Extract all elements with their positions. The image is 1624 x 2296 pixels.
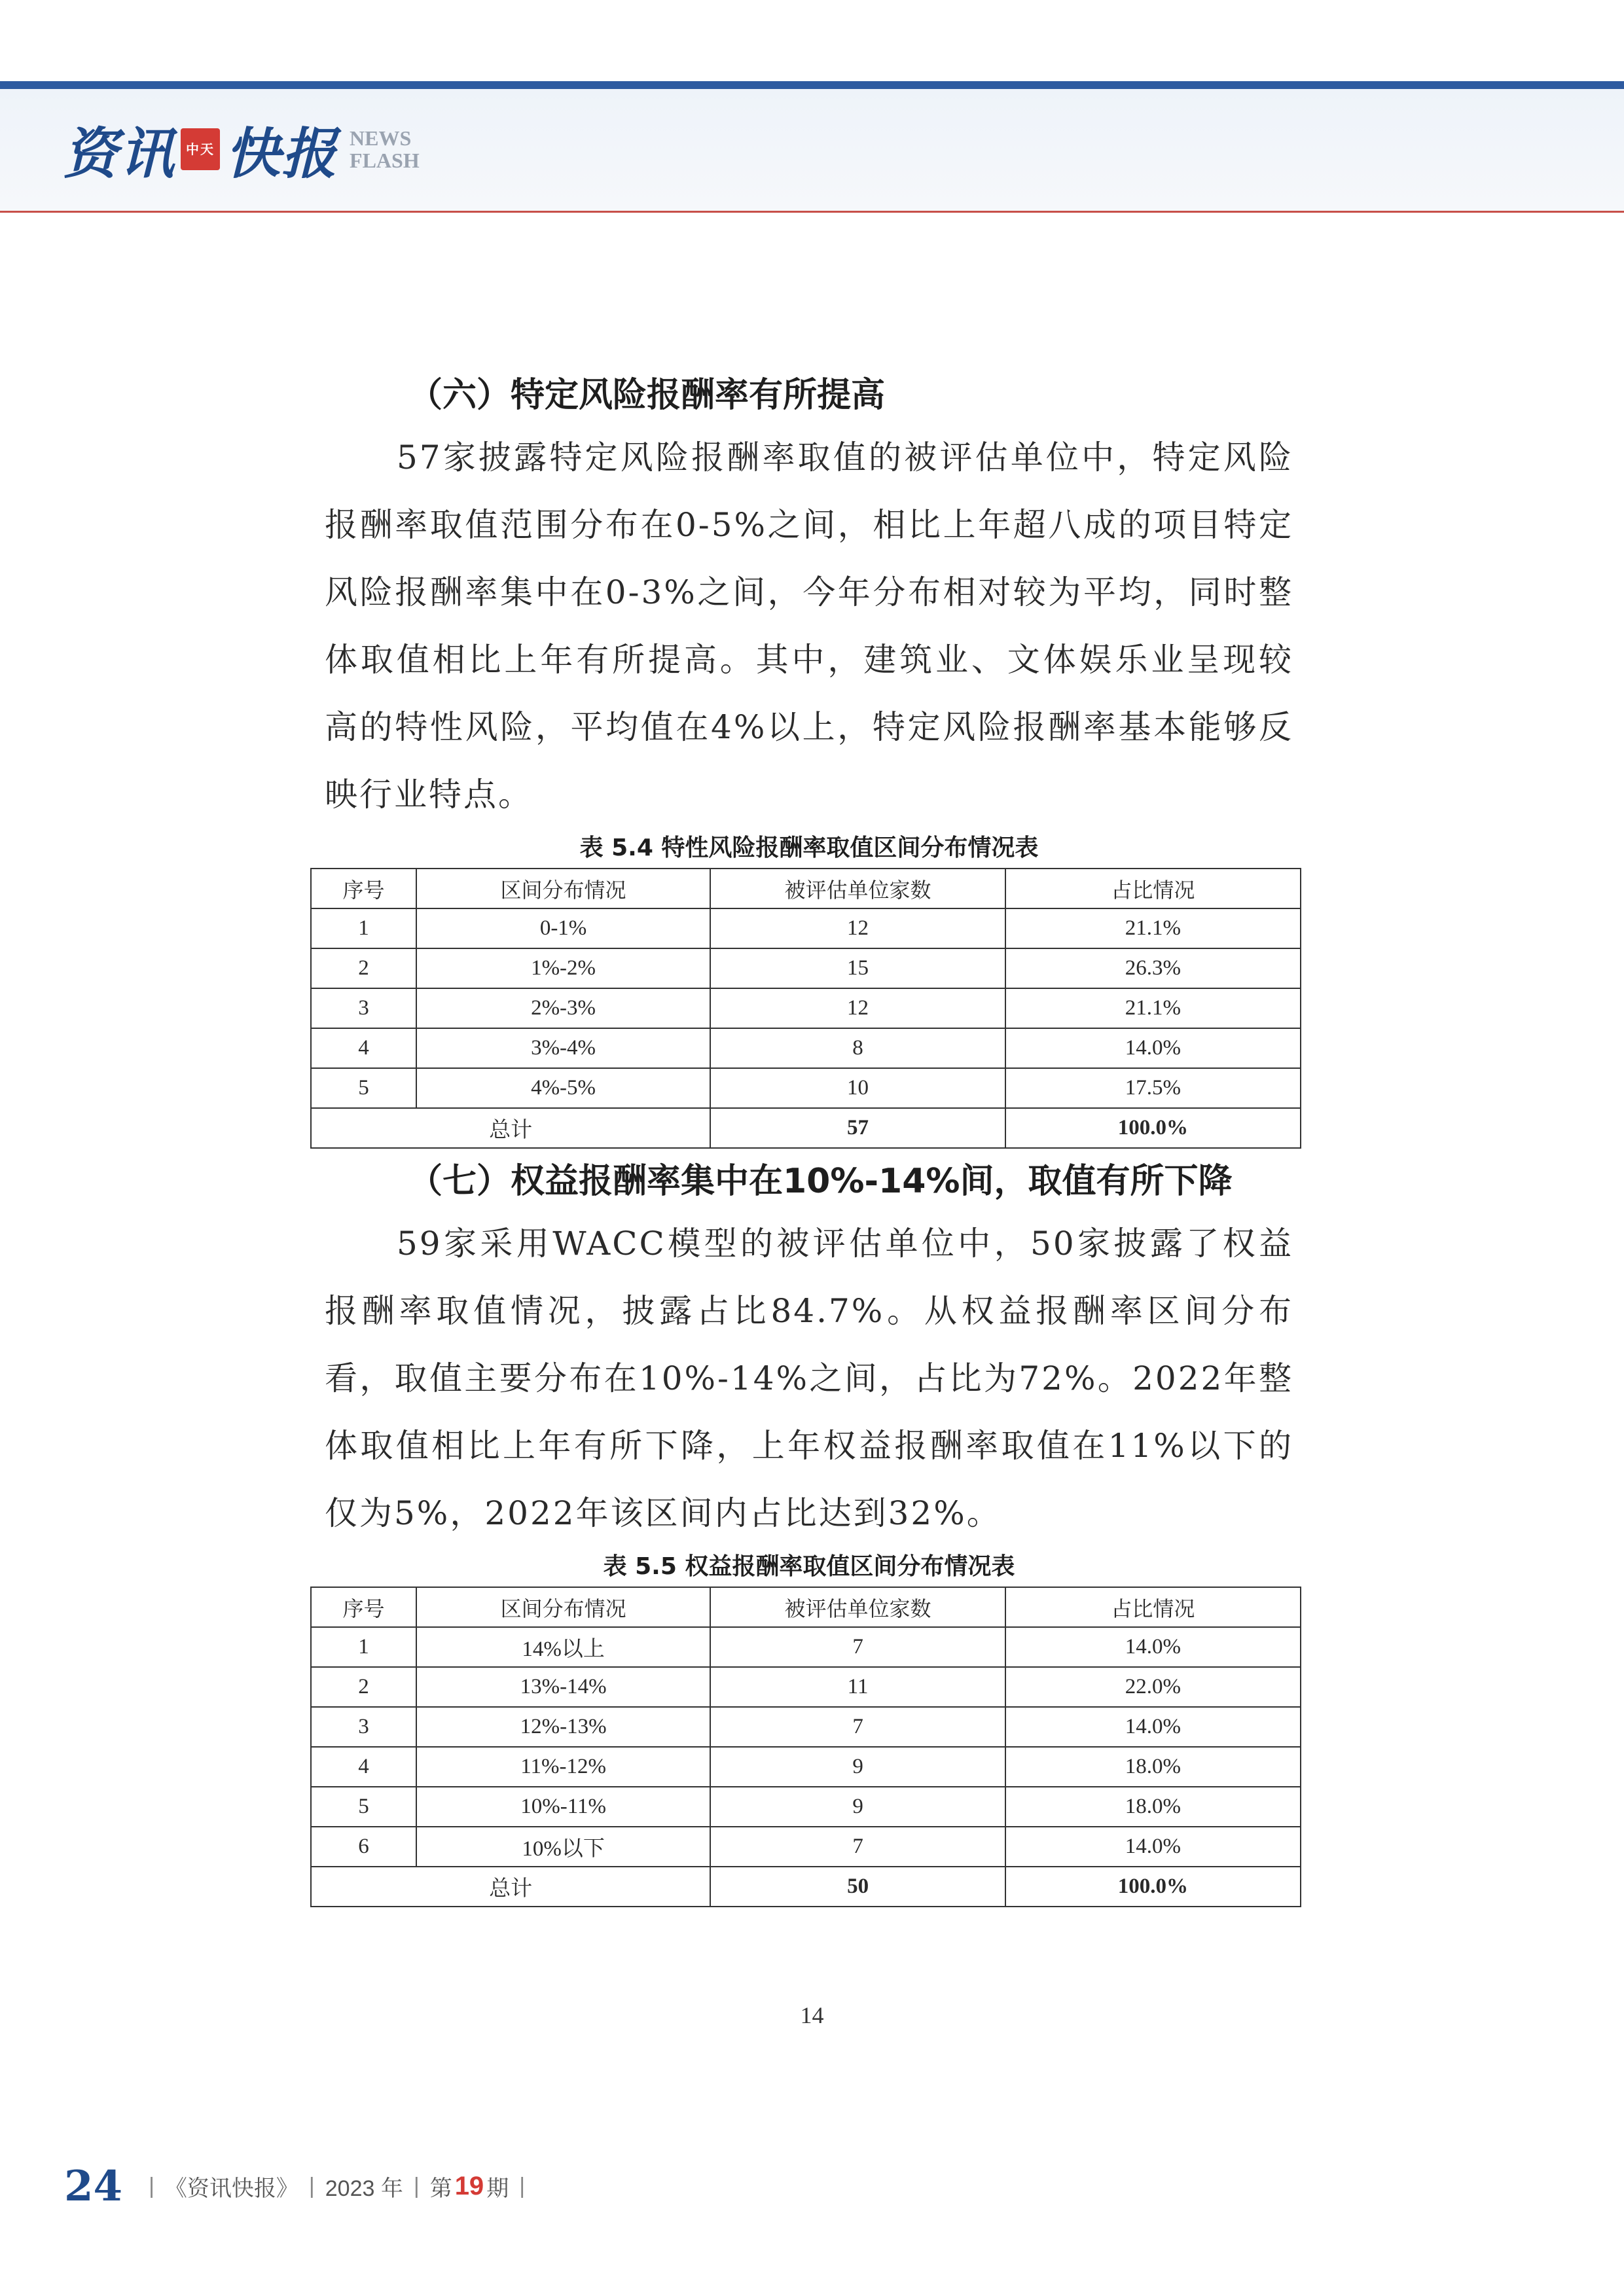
table55-total-row bbox=[311, 1867, 1301, 1907]
table-cell: 7 bbox=[710, 1707, 1005, 1747]
publication-name: 《资讯快报》 bbox=[164, 2176, 298, 2201]
issue-number: 19 bbox=[454, 2171, 484, 2200]
table-cell: 4 bbox=[311, 1747, 416, 1787]
total-label: 总计 bbox=[311, 1867, 710, 1907]
table54-total-row bbox=[311, 1108, 1301, 1148]
brand-english-line1: NEWS bbox=[350, 126, 412, 150]
table-cell: 13%-14% bbox=[416, 1667, 710, 1707]
table-row bbox=[311, 948, 1301, 988]
table-cell: 11 bbox=[710, 1667, 1005, 1707]
table-cell: 2 bbox=[311, 1667, 416, 1707]
table-row bbox=[311, 1028, 1301, 1068]
brand-english-line2: FLASH bbox=[350, 149, 420, 172]
table55-header-row bbox=[311, 1587, 1301, 1627]
footer-divider: | bbox=[308, 2173, 315, 2198]
table-cell: 2%-3% bbox=[416, 988, 710, 1028]
table-cell: 1 bbox=[311, 908, 416, 948]
table55-header-cell: 被评估单位家数 bbox=[710, 1587, 1005, 1627]
footer-divider: | bbox=[413, 2173, 420, 2198]
table-row bbox=[311, 1627, 1301, 1667]
section7-heading: （七）权益报酬率集中在10%-14%间，取值有所下降 bbox=[408, 1162, 1233, 1201]
table-cell: 18.0% bbox=[1005, 1787, 1301, 1827]
brand-logo bbox=[63, 110, 420, 188]
table54-caption: 表 5.4 特性风险报酬率取值区间分布情况表 bbox=[579, 834, 1039, 861]
footer bbox=[64, 2160, 535, 2212]
magazine-page-number: 24 bbox=[64, 2161, 123, 2211]
table-row bbox=[311, 1747, 1301, 1787]
table-cell: 22.0% bbox=[1005, 1667, 1301, 1707]
table54-header-cell: 占比情况 bbox=[1005, 869, 1301, 908]
inner-page-number: 14 bbox=[800, 2002, 824, 2028]
table-cell: 12%-13% bbox=[416, 1707, 710, 1747]
table55-header-cell: 区间分布情况 bbox=[416, 1587, 710, 1627]
table54-header-row bbox=[311, 869, 1301, 908]
table55 bbox=[310, 1587, 1301, 1907]
brand-name-part2: 快报 bbox=[225, 120, 338, 186]
table54-header-cell: 被评估单位家数 bbox=[710, 869, 1005, 908]
table-cell: 3%-4% bbox=[416, 1028, 710, 1068]
table-cell: 18.0% bbox=[1005, 1747, 1301, 1787]
table-row bbox=[311, 988, 1301, 1028]
table-cell: 10 bbox=[710, 1068, 1005, 1108]
table55-header-cell: 占比情况 bbox=[1005, 1587, 1301, 1627]
table-cell: 1%-2% bbox=[416, 948, 710, 988]
section6-paragraph: 57家披露特定风险报酬率取值的被评估单位中，特定风险报酬率取值范围分布在0-5%之间，相比上年超八成的项目特定风险报酬率集中在0-3%之间，今年分布相对较为平均，同时整体取值相比上年有所提高。其中，建筑业、文体娱乐业呈现较高的特性风险，平均值在4%以上，特定风险报酬率基本能够反映行业特点。 bbox=[325, 439, 1293, 814]
total-count: 57 bbox=[710, 1108, 1005, 1148]
table-cell: 9 bbox=[710, 1747, 1005, 1787]
section6-heading: （六）特定风险报酬率有所提高 bbox=[408, 376, 886, 415]
footer-divider: | bbox=[519, 2173, 526, 2198]
table-cell: 10%-11% bbox=[416, 1787, 710, 1827]
table55-caption: 表 5.5 权益报酬率取值区间分布情况表 bbox=[603, 1553, 1015, 1580]
table-cell: 0-1% bbox=[416, 908, 710, 948]
top-accent-bar bbox=[0, 81, 1624, 89]
table-cell: 6 bbox=[311, 1827, 416, 1867]
issue-prefix: 第 bbox=[429, 2176, 452, 2201]
table-cell: 17.5% bbox=[1005, 1068, 1301, 1108]
table-row bbox=[311, 908, 1301, 948]
article-body bbox=[325, 367, 1293, 1907]
table-cell: 1 bbox=[311, 1627, 416, 1667]
table-cell: 7 bbox=[710, 1627, 1005, 1667]
table54-header-cell: 序号 bbox=[311, 869, 416, 908]
table-cell: 5 bbox=[311, 1068, 416, 1108]
table54 bbox=[310, 868, 1301, 1149]
table-cell: 9 bbox=[710, 1787, 1005, 1827]
table-cell: 7 bbox=[710, 1827, 1005, 1867]
table-cell: 15 bbox=[710, 948, 1005, 988]
footer-divider: | bbox=[149, 2173, 154, 2198]
table54-header-cell: 区间分布情况 bbox=[416, 869, 710, 908]
table-cell: 4%-5% bbox=[416, 1068, 710, 1108]
table-row bbox=[311, 1707, 1301, 1747]
table-cell: 14.0% bbox=[1005, 1028, 1301, 1068]
table-cell: 14.0% bbox=[1005, 1707, 1301, 1747]
total-percent: 100.0% bbox=[1005, 1108, 1301, 1148]
table-cell: 21.1% bbox=[1005, 908, 1301, 948]
issue-suffix: 期 bbox=[486, 2176, 509, 2201]
total-percent: 100.0% bbox=[1005, 1867, 1301, 1907]
header-rule bbox=[0, 211, 1624, 213]
table-cell: 11%-12% bbox=[416, 1747, 710, 1787]
section7-paragraph: 59家采用WACC模型的被评估单位中，50家披露了权益报酬率取值情况，披露占比84.7%。从权益报酬率区间分布看，取值主要分布在10%-14%之间，占比为72%。2022年整体取值相比上年有所下降，上年权益报酬率取值在11%以下的仅为5%，2022年该区间内占比达到32%。 bbox=[325, 1225, 1293, 1532]
total-label: 总计 bbox=[311, 1108, 710, 1148]
table-cell: 14.0% bbox=[1005, 1827, 1301, 1867]
table55-header-cell: 序号 bbox=[311, 1587, 416, 1627]
table-row bbox=[311, 1667, 1301, 1707]
table-cell: 3 bbox=[311, 988, 416, 1028]
table-cell: 21.1% bbox=[1005, 988, 1301, 1028]
table-cell: 5 bbox=[311, 1787, 416, 1827]
table-cell: 10%以下 bbox=[416, 1827, 710, 1867]
table-row bbox=[311, 1827, 1301, 1867]
total-count: 50 bbox=[710, 1867, 1005, 1907]
table-cell: 26.3% bbox=[1005, 948, 1301, 988]
publication-year: 2023 年 bbox=[325, 2176, 403, 2201]
table-cell: 2 bbox=[311, 948, 416, 988]
brand-english bbox=[350, 127, 420, 171]
table-cell: 8 bbox=[710, 1028, 1005, 1068]
table-cell: 14.0% bbox=[1005, 1627, 1301, 1667]
table-cell: 12 bbox=[710, 908, 1005, 948]
brand-name-part1: 资讯 bbox=[63, 120, 176, 186]
table-cell: 4 bbox=[311, 1028, 416, 1068]
table-cell: 3 bbox=[311, 1707, 416, 1747]
table-cell: 12 bbox=[710, 988, 1005, 1028]
brand-seal: 中天 bbox=[181, 128, 220, 170]
table-row bbox=[311, 1068, 1301, 1108]
table-row bbox=[311, 1787, 1301, 1827]
table-cell: 14%以上 bbox=[416, 1627, 710, 1667]
